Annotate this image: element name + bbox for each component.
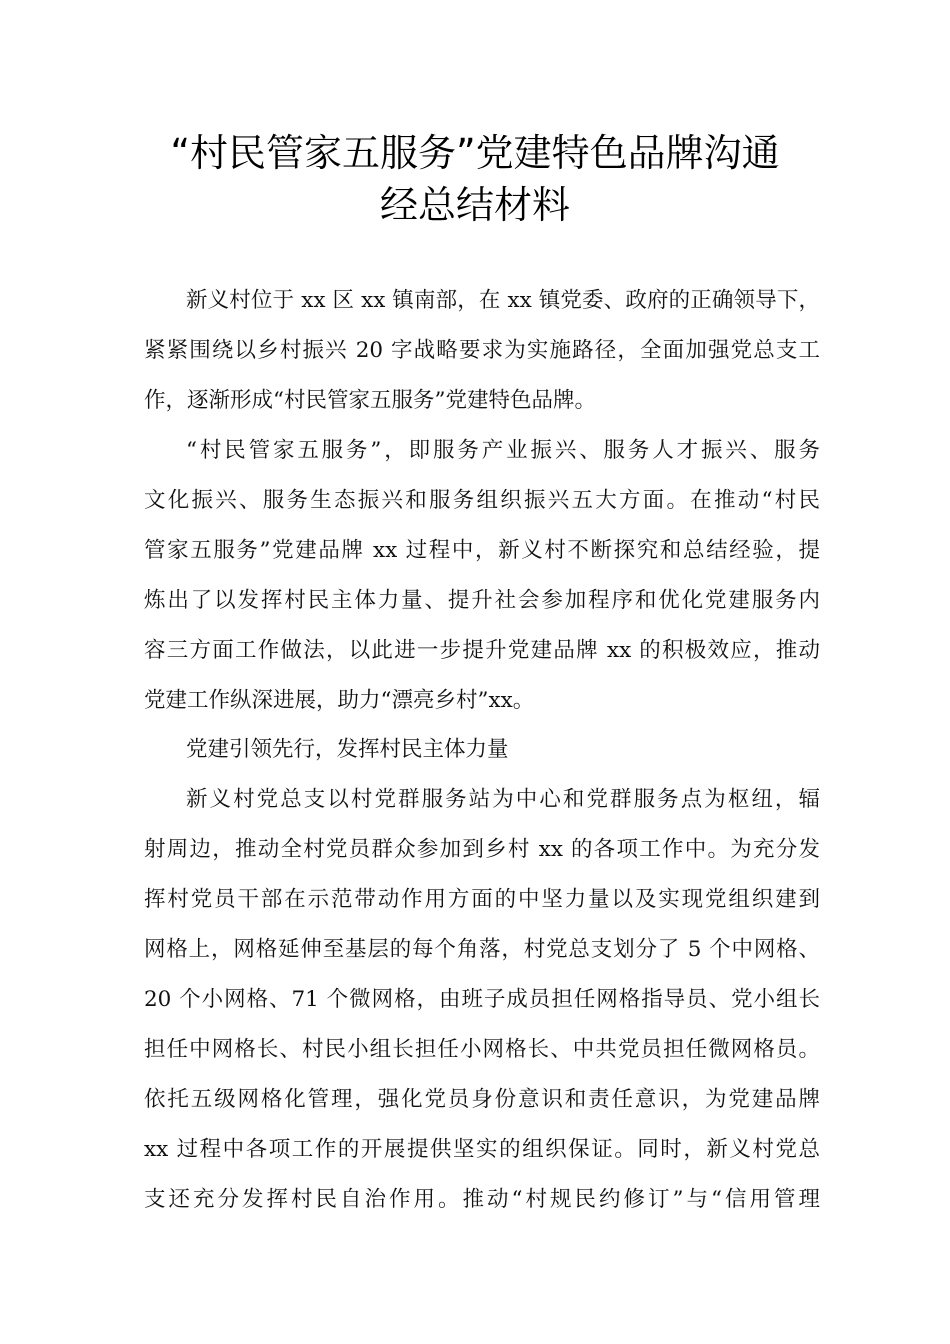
paragraph-3-line-4: 网格上，网格延伸至基层的每个角落，村党总支划分了 5 个中网格、 bbox=[144, 937, 820, 962]
paragraph-2-line-1: “村民管家五服务”，即服务产业振兴、服务人才振兴、服务 bbox=[186, 438, 820, 463]
paragraph-2-line-4: 炼出了以发挥村民主体力量、提升社会参加程序和优化党建服务内 bbox=[144, 588, 820, 613]
paragraph-2-line-3: 管家五服务”党建品牌 xx 过程中，新义村不断探究和总结经验，提 bbox=[144, 538, 820, 563]
paragraph-3-line-3: 挥村党员干部在示范带动作用方面的中坚力量以及实现党组织建到 bbox=[144, 887, 820, 912]
paragraph-1-line-2: 紧紧围绕以乡村振兴 20 字战略要求为实施路径，全面加强党总支工 bbox=[144, 338, 820, 363]
paragraph-3-line-1: 新义村党总支以村党群服务站为中心和党群服务点为枢纽，辐 bbox=[186, 787, 820, 812]
document-title-line-1: “村民管家五服务”党建特色品牌沟通 bbox=[170, 131, 780, 175]
document-title-line-2: 经总结材料 bbox=[379, 183, 570, 227]
section-heading: 党建引领先行，发挥村民主体力量 bbox=[186, 737, 509, 762]
paragraph-3-line-7: 依托五级网格化管理，强化党员身份意识和责任意识，为党建品牌 bbox=[144, 1087, 820, 1112]
paragraph-3-line-5: 20 个小网格、71 个微网格，由班子成员担任网格指导员、党小组长 bbox=[144, 987, 820, 1012]
paragraph-1-line-3: 作，逐渐形成“村民管家五服务”党建特色品牌。 bbox=[144, 388, 596, 413]
paragraph-1-line-1: 新义村位于 xx 区 xx 镇南部，在 xx 镇党委、政府的正确领导下， bbox=[186, 288, 820, 313]
paragraph-3-line-8: xx 过程中各项工作的开展提供坚实的组织保证。同时，新义村党总 bbox=[144, 1137, 820, 1162]
paragraph-3-line-2: 射周边，推动全村党员群众参加到乡村 xx 的各项工作中。为充分发 bbox=[144, 837, 820, 862]
paragraph-2-line-2: 文化振兴、服务生态振兴和服务组织振兴五大方面。在推动“村民 bbox=[144, 488, 820, 513]
paragraph-2-line-5: 容三方面工作做法，以此进一步提升党建品牌 xx 的积极效应，推动 bbox=[144, 638, 820, 663]
paragraph-3-line-6: 担任中网格长、村民小组长担任小网格长、中共党员担任微网格员。 bbox=[144, 1037, 820, 1062]
paragraph-2-line-6: 党建工作纵深进展，助力“漂亮乡村”xx。 bbox=[144, 688, 535, 713]
paragraph-3-line-9: 支还充分发挥村民自治作用。推动“村规民约修订”与“信用管理 bbox=[144, 1187, 820, 1212]
